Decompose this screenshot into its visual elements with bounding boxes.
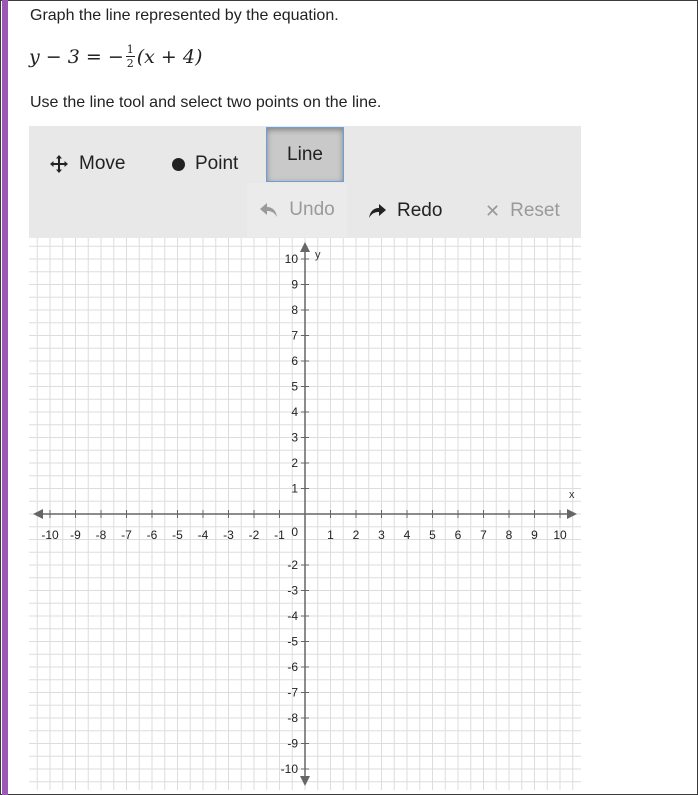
equation-fraction: [126, 44, 135, 69]
point-tool-button[interactable]: [172, 144, 238, 184]
y-tick-label: -9: [287, 736, 298, 751]
y-tick-label: 1: [291, 481, 298, 496]
origin-label: 0: [291, 525, 298, 539]
fraction-numerator: 1: [126, 43, 134, 56]
x-tick-label: 7: [480, 528, 487, 542]
y-axis-label: y: [315, 249, 321, 261]
redo-icon: [367, 203, 387, 219]
y-tick-label: 10: [284, 252, 298, 266]
x-tick-label: 5: [429, 528, 436, 542]
y-tick-label: -7: [287, 685, 298, 700]
move-tool-label: Move: [79, 153, 126, 174]
redo-label: Redo: [397, 200, 443, 221]
graph-area[interactable]: [29, 238, 581, 795]
redo-button[interactable]: [367, 191, 442, 231]
point-tool-label: Point: [195, 153, 239, 174]
x-tick-label: 4: [403, 528, 411, 542]
x-tick-label: 3: [378, 528, 385, 542]
x-tick-label: -5: [172, 528, 183, 542]
y-tick-label: -2: [287, 558, 298, 572]
undo-label: Undo: [289, 199, 335, 220]
y-axis-bottom-arrow: [300, 776, 310, 786]
undo-button[interactable]: [247, 183, 347, 237]
x-tick-label: -6: [146, 528, 158, 542]
y-tick-label: -3: [287, 583, 298, 598]
reset-button[interactable]: [485, 191, 560, 231]
line-tool-button[interactable]: [266, 127, 344, 182]
equation-lhs: y − 3 = −: [29, 45, 124, 68]
y-tick-label: -4: [287, 609, 298, 623]
y-tick-label: 6: [291, 354, 298, 368]
coordinate-grid[interactable]: [29, 238, 581, 790]
x-axis-left-arrow: [33, 509, 43, 519]
close-icon: ✕: [485, 200, 501, 221]
y-tick-label: 3: [291, 430, 298, 445]
y-tick-label: 4: [291, 405, 298, 419]
x-tick-label: -3: [223, 528, 234, 542]
y-tick-label: 8: [291, 303, 298, 317]
y-axis-top-arrow: [300, 242, 310, 252]
x-tick-label: 9: [531, 528, 538, 542]
equation: [29, 44, 202, 69]
y-tick-label: 2: [291, 456, 298, 470]
x-tick-label: -2: [248, 528, 260, 542]
move-tool-button[interactable]: [49, 144, 125, 184]
undo-icon: [259, 202, 279, 218]
x-tick-label: -8: [95, 528, 107, 542]
x-tick-label: -9: [70, 528, 81, 542]
instruction: Use the line tool and select two points on the line.: [30, 94, 382, 111]
x-tick-label: 2: [352, 528, 360, 542]
reset-label: Reset: [510, 200, 560, 221]
move-icon: [49, 154, 69, 174]
equation-rhs: (x + 4): [136, 45, 203, 68]
x-tick-label: 8: [505, 528, 513, 542]
fraction-denominator: 2: [126, 57, 134, 70]
point-icon: [172, 158, 185, 171]
y-tick-label: 9: [291, 277, 298, 292]
x-tick-label: 10: [553, 528, 567, 542]
y-tick-label: 7: [291, 328, 298, 343]
graph-toolbar: [29, 126, 581, 238]
x-axis-right-arrow: [567, 509, 577, 519]
accent-bar: [2, 0, 8, 795]
y-tick-label: -8: [287, 711, 298, 725]
x-tick-label: 6: [454, 528, 462, 542]
x-tick-label: -1: [274, 528, 285, 542]
x-tick-label: -4: [197, 528, 209, 542]
x-tick-label: -7: [121, 528, 132, 542]
y-tick-label: 5: [291, 379, 298, 394]
x-tick-label: 1: [327, 528, 334, 542]
line-tool-label: Line: [287, 143, 323, 165]
x-axis-label: x: [569, 489, 575, 501]
y-tick-label: -10: [280, 762, 298, 776]
question-prompt: Graph the line represented by the equation.: [30, 7, 339, 24]
y-tick-label: -6: [287, 660, 298, 674]
x-tick-label: -10: [41, 528, 59, 542]
y-tick-label: -5: [287, 634, 298, 649]
